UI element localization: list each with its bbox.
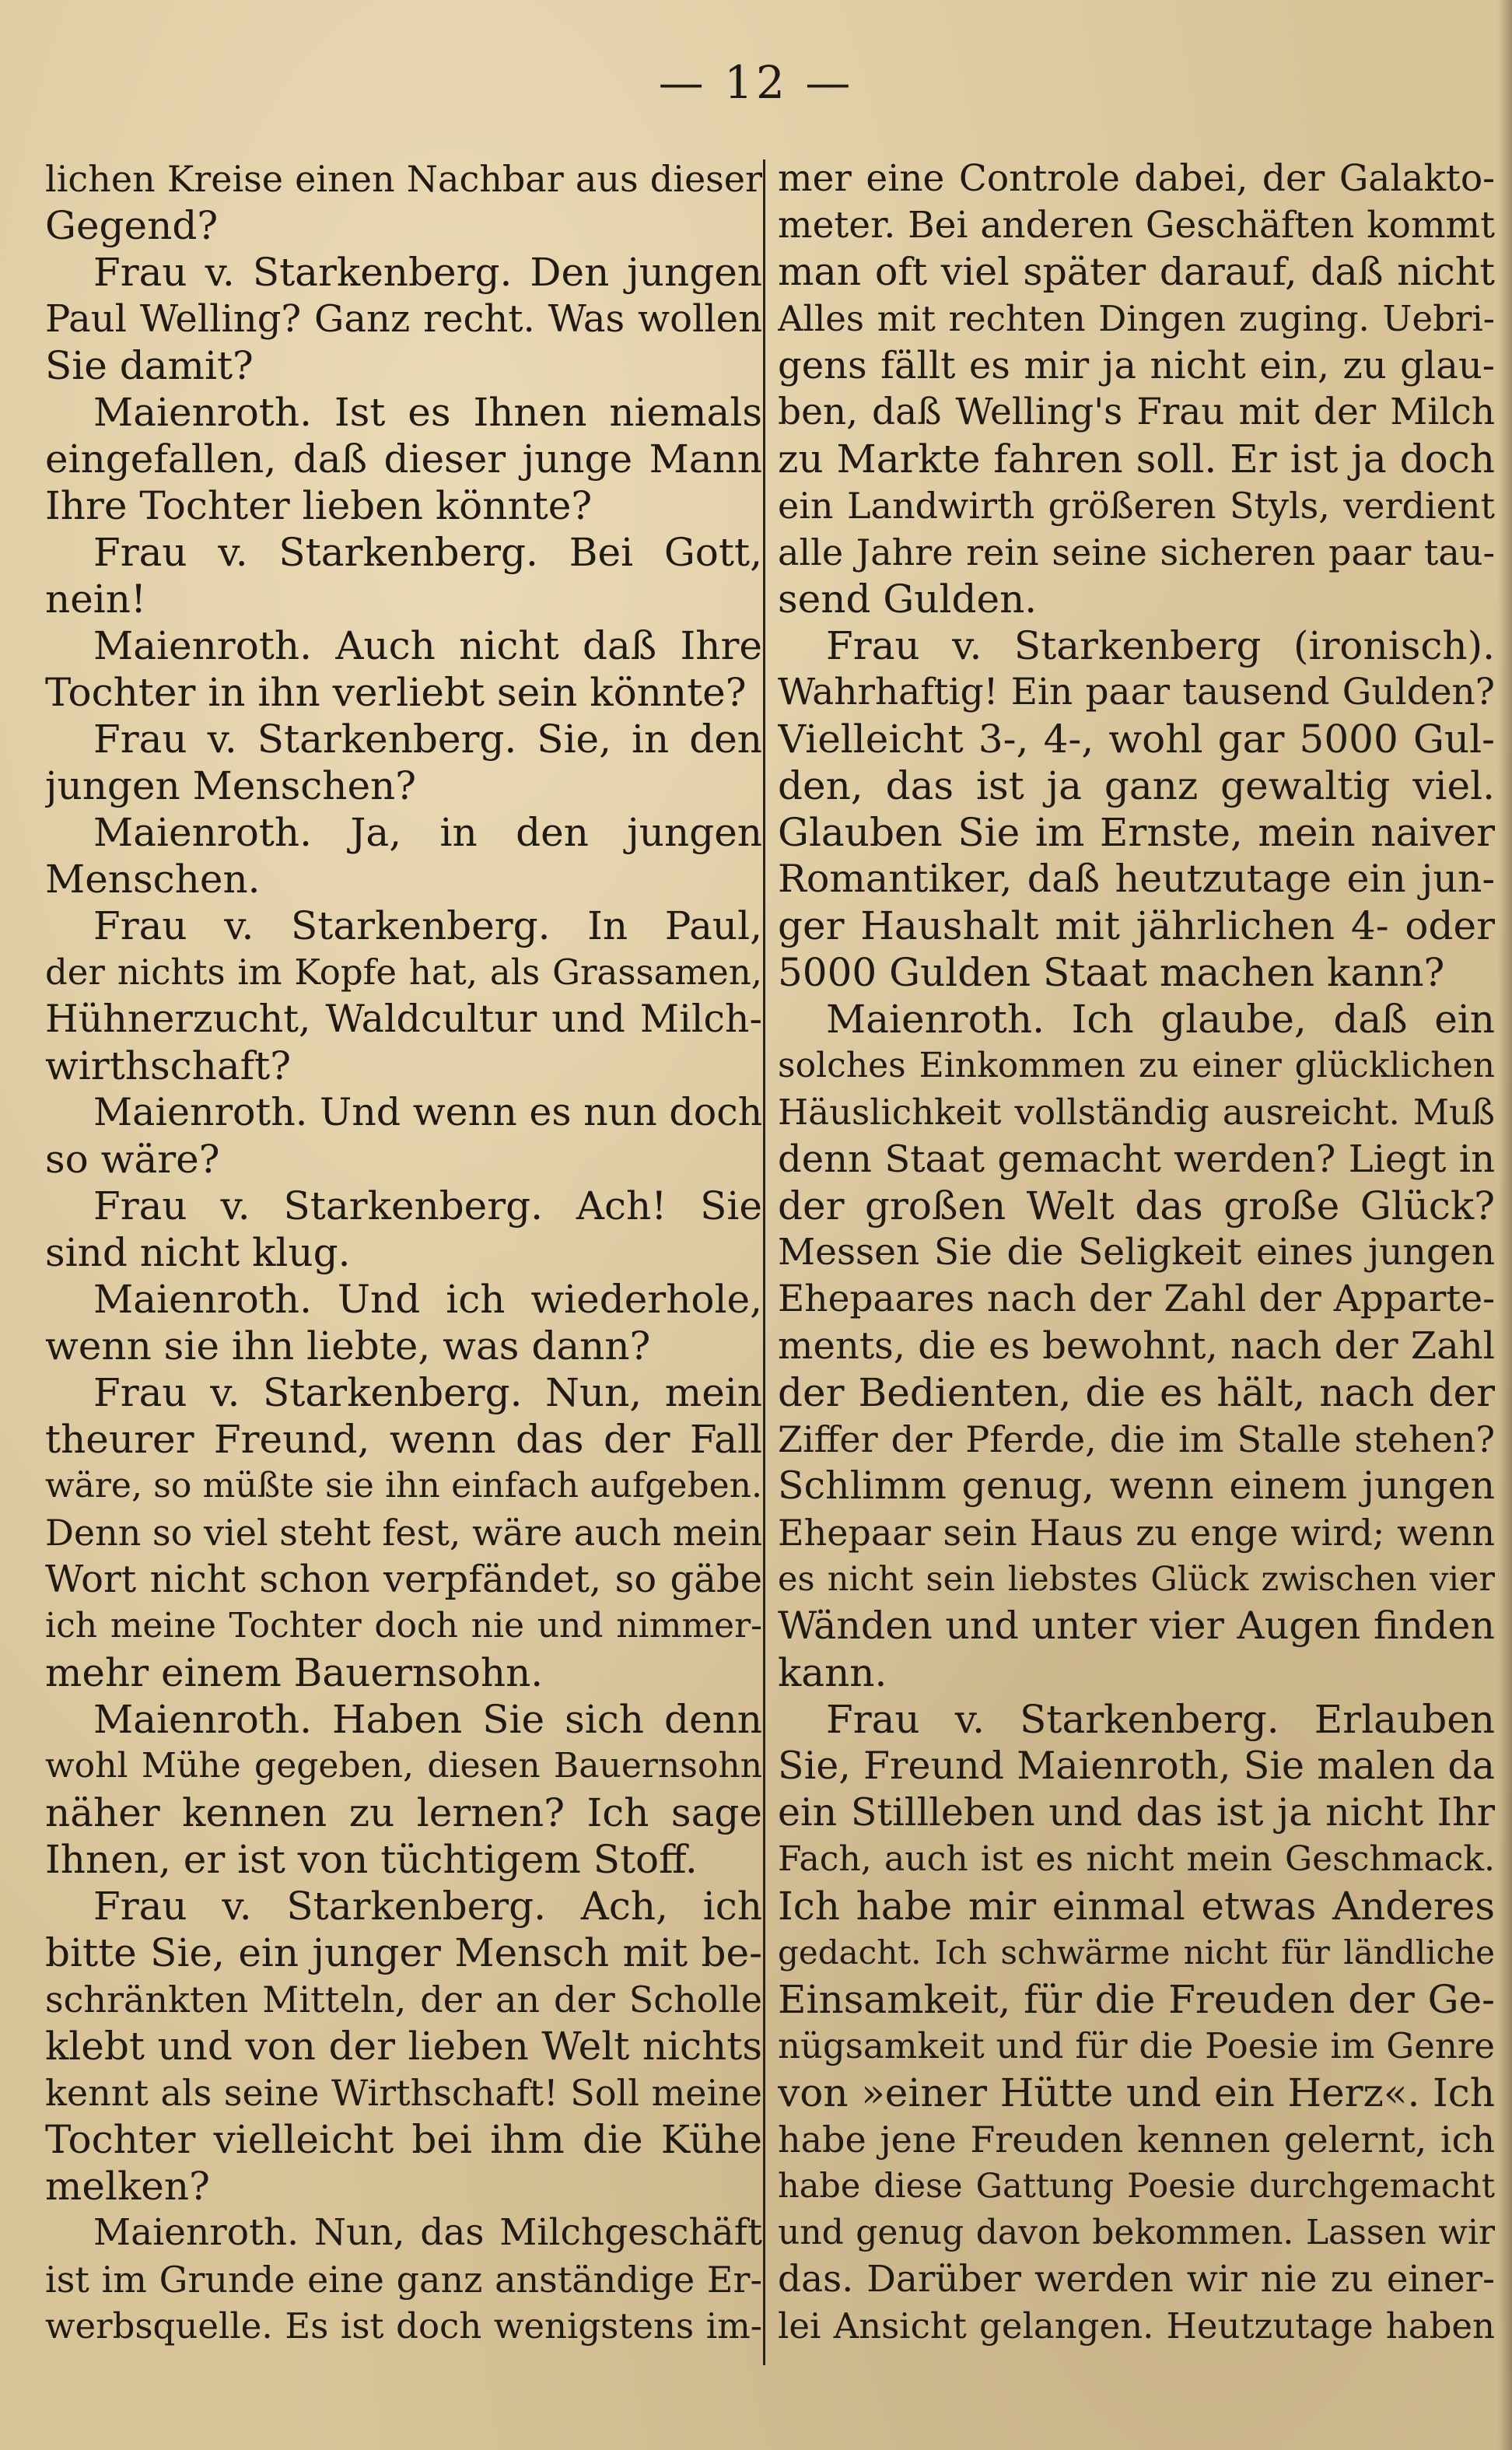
text-line: Maienroth. Ist es Ihnen niemals [93, 390, 762, 435]
text-line: und genug davon bekommen. Lassen wir [778, 2213, 1495, 2252]
text-line: das. Darüber werden wir nie zu einer- [778, 2258, 1495, 2301]
text-line: Messen Sie die Seligkeit eines jungen [778, 1231, 1495, 1274]
text-line: Tochter vielleicht bei ihm die Kühe [45, 2117, 762, 2162]
text-line: Hühnerzucht, Waldcultur und Milch- [45, 997, 762, 1041]
text-line: schränkten Mitteln, der an der Scholle [45, 1979, 762, 2021]
text-line: ger Haushalt mit jährlichen 4- oder [778, 903, 1495, 948]
text-line: Alles mit rechten Dingen zuging. Uebri- [778, 298, 1495, 339]
text-line: gens fällt es mir ja nicht ein, zu glau- [778, 344, 1495, 387]
text-line: nein! [45, 577, 147, 622]
text-line: Frau v. Starkenberg. Ach! Sie [93, 1183, 762, 1229]
text-line: lichen Kreise einen Nachbar aus dieser [45, 158, 762, 200]
text-line: Maienroth. Ich glaube, daß ein [826, 997, 1495, 1042]
text-line: nügsamkeit und für die Poesie im Genre [778, 2025, 1495, 2066]
text-line: näher kennen zu lernen? Ich sage [45, 1790, 762, 1835]
text-line: ein Stillleben und das ist ja nicht Ihr [778, 1790, 1495, 1835]
text-line: denn Staat gemacht werden? Liegt in [778, 1137, 1495, 1181]
text-line: der großen Welt das große Glück? [778, 1183, 1495, 1229]
column-divider [763, 159, 765, 2365]
text-line: den, das ist ja ganz gewaltig viel. [778, 763, 1495, 808]
text-line: habe jene Freuden kennen gelernt, ich [778, 2119, 1495, 2161]
text-line: alle Jahre rein seine sicheren paar tau- [778, 531, 1495, 573]
text-line: Vielleicht 3-, 4-, wohl gar 5000 Gul- [778, 717, 1495, 762]
page-edge-shadow [1498, 0, 1512, 2450]
text-line: bitte Sie, ein junger Mensch mit be- [45, 1930, 762, 1975]
text-line: Maienroth. Und ich wiederhole, [93, 1277, 762, 1322]
text-line: von »einer Hütte und ein Herz«. Ich [778, 2070, 1495, 2115]
text-line: kann. [778, 1650, 887, 1695]
text-line: theurer Freund, wenn das der Fall [45, 1417, 762, 1462]
text-line: Glauben Sie im Ernste, mein naiver [778, 810, 1495, 855]
text-line: werbsquelle. Es ist doch wenigstens im- [45, 2305, 762, 2347]
text-line: so wäre? [45, 1137, 220, 1182]
text-line: Maienroth. Haben Sie sich denn [93, 1697, 762, 1742]
text-line: Schlimm genug, wenn einem jungen [778, 1463, 1495, 1508]
text-line: Fach, auch ist es nicht mein Geschmack. [778, 1839, 1495, 1879]
text-line: ein Landwirth größeren Styls, verdient [778, 485, 1495, 527]
text-line: Frau v. Starkenberg (ironisch). [826, 623, 1495, 668]
text-line: meter. Bei anderen Geschäften kommt [778, 204, 1495, 247]
text-line: Ihnen, er ist von tüchtigem Stoff. [45, 1837, 698, 1882]
text-line: Ich habe mir einmal etwas Anderes [778, 1884, 1495, 1929]
text-line: ben, daß Welling's Frau mit der Milch [778, 391, 1495, 433]
text-line: es nicht sein liebstes Glück zwischen vier [778, 1560, 1495, 1599]
text-line: der nichts im Kopfe hat, als Grassamen, [45, 952, 762, 993]
text-line: wenn sie ihn liebte, was dann? [45, 1323, 651, 1369]
text-line: Wort nicht schon verpfändet, so gäbe [45, 1558, 762, 1601]
text-line: Frau v. Starkenberg. Den jungen [93, 250, 762, 295]
text-line: send Gulden. [778, 577, 1038, 622]
text-line: solches Einkommen zu einer glücklichen [778, 1046, 1495, 1085]
text-line: der Bedienten, die es hält, nach der [778, 1370, 1495, 1415]
text-line: Ehepaares nach der Zahl der Apparte- [778, 1278, 1495, 1320]
text-line: 5000 Gulden Staat machen kann? [778, 950, 1445, 995]
text-line: ments, die es bewohnt, nach der Zahl [778, 1324, 1495, 1368]
text-line: Gegend? [45, 203, 219, 248]
text-line: Ehepaar sein Haus zu enge wird; wenn [778, 1512, 1495, 1554]
text-line: mehr einem Bauernsohn. [45, 1650, 544, 1695]
text-line: wohl Mühe gegeben, diesen Bauernsohn [45, 1746, 762, 1786]
text-line: Maienroth. Und wenn es nun doch [93, 1090, 762, 1134]
text-line: Einsamkeit, für die Freuden der Ge- [778, 1977, 1495, 2022]
text-line: klebt und von der lieben Welt nichts [45, 2024, 762, 2069]
text-line: Romantiker, daß heutzutage ein jun- [778, 857, 1495, 901]
text-line: Ziffer der Pferde, die im Stalle stehen? [778, 1418, 1495, 1460]
text-line: gedacht. Ich schwärme nicht für ländliche [778, 1933, 1495, 1972]
text-line: Frau v. Starkenberg. In Paul, [93, 903, 762, 948]
text-line: Maienroth. Nun, das Milchgeschäft [93, 2211, 762, 2254]
text-line: melken? [45, 2164, 210, 2209]
text-line: jungen Menschen? [45, 763, 417, 808]
text-line: Frau v. Starkenberg. Erlauben [826, 1697, 1495, 1742]
left-column [45, 156, 762, 2350]
text-line: Maienroth. Ja, in den jungen [93, 810, 762, 855]
text-line: Maienroth. Auch nicht daß Ihre [93, 623, 762, 668]
text-line: eingefallen, daß dieser junge Mann [45, 436, 762, 482]
text-line: lei Ansicht gelangen. Heutzutage haben [778, 2305, 1495, 2347]
text-line: Ihre Tochter lieben könnte? [45, 483, 593, 528]
text-line: Tochter in ihn verliebt sein könnte? [45, 670, 747, 715]
text-line: man oft viel später darauf, daß nicht [778, 250, 1495, 294]
text-line: Frau v. Starkenberg. Ach, ich [93, 1884, 762, 1929]
text-line: Sie damit? [45, 343, 254, 388]
text-line: Denn so viel steht fest, wäre auch mein [45, 1512, 762, 1554]
text-line: mer eine Controle dabei, der Galakto- [778, 157, 1495, 200]
text-line: Frau v. Starkenberg. Bei Gott, [93, 530, 762, 575]
text-line: ist im Grunde eine ganz anständige Er- [45, 2259, 762, 2301]
text-line: wirthschaft? [45, 1043, 292, 1088]
text-line: Sie, Freund Maienroth, Sie malen da [778, 1744, 1495, 1788]
text-line: habe diese Gattung Poesie durchgemacht [778, 2167, 1495, 2206]
text-line: Paul Welling? Ganz recht. Was wollen [45, 297, 762, 341]
right-column [778, 156, 1495, 2350]
text-line: zu Markte fahren soll. Er ist ja doch [778, 436, 1495, 482]
text-line: Frau v. Starkenberg. Sie, in den [93, 717, 762, 762]
text-line: sind nicht klug. [45, 1230, 351, 1275]
text-line: Häuslichkeit vollständig ausreicht. Muß [778, 1092, 1495, 1133]
text-line: kennt als seine Wirthschaft! Soll meine [45, 2072, 762, 2114]
page-number: — 12 — [658, 56, 854, 109]
text-line: Menschen. [45, 857, 261, 902]
text-line: ich meine Tochter doch nie und nimmer- [45, 1606, 762, 1646]
text-line: wäre, so müßte sie ihn einfach aufgeben. [45, 1466, 762, 1505]
text-line: Frau v. Starkenberg. Nun, mein [93, 1370, 762, 1415]
text-line: Wahrhaftig! Ein paar tausend Gulden? [778, 671, 1495, 713]
text-line: Wänden und unter vier Augen finden [778, 1604, 1495, 1648]
